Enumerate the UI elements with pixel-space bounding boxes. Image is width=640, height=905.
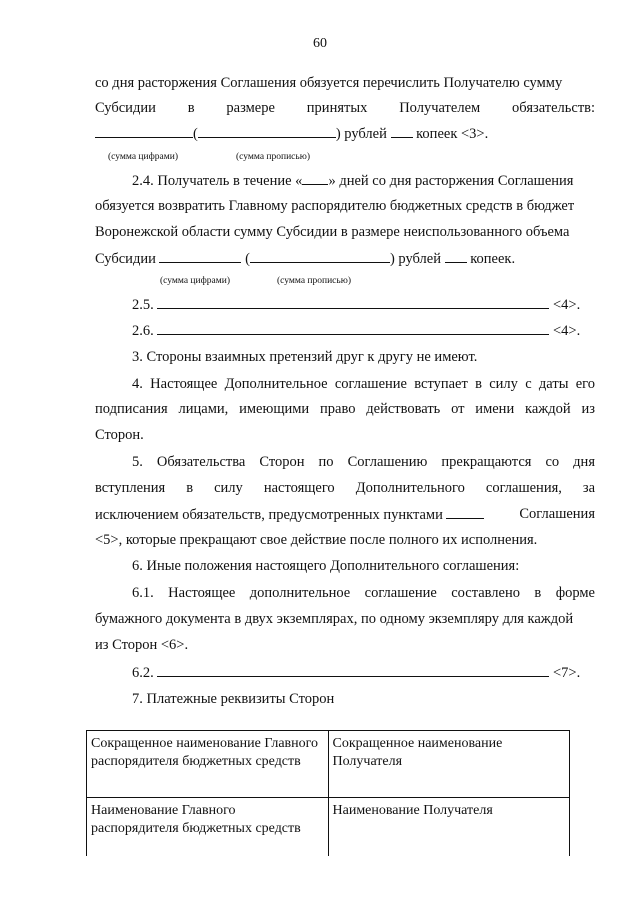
p1-line-3: ( ) рублей копеек <3>. xyxy=(95,125,595,143)
clause-2-6: 2.6. <4>. xyxy=(132,323,581,339)
kopecks-blank xyxy=(445,250,467,263)
p1-line-2 xyxy=(95,100,595,117)
word: в xyxy=(186,480,194,496)
clause-3: 3. Стороны взаимных претензий друг к другу не имеют. xyxy=(132,349,478,365)
table-cell-recipient-short-name: Сокращенное наименование Получателя xyxy=(328,731,570,798)
amount-words-blank xyxy=(198,125,336,138)
word: силу xyxy=(214,480,243,496)
clause-4-line-1: 4. Настоящее Дополнительное соглашение вступает в силу с даты его xyxy=(132,376,595,392)
clause-6-2-blank xyxy=(157,664,549,677)
p1-line-1: со дня расторжения Соглашения обязуется перечислить Получателю сумму xyxy=(95,75,563,91)
note-sum-digits: (сумма цифрами) xyxy=(108,152,178,162)
table-row xyxy=(87,798,570,857)
word: настоящего xyxy=(263,480,335,496)
clause-points-blank xyxy=(446,506,484,519)
clause-6-1-line-1: 6.1. Настоящее дополнительное соглашение составлено в форме xyxy=(132,585,595,601)
clause-2-6-blank xyxy=(157,322,549,335)
clause-6-1-line-3: из Сторон <6>. xyxy=(95,637,189,653)
table-cell-main-manager-short-name: Сокращенное наименование Главного распорядителя бюджетных средств xyxy=(87,731,329,798)
note-sum-words: (сумма прописью) xyxy=(277,276,351,286)
table-cell-main-manager-name: Наименование Главного распорядителя бюджетных средств xyxy=(87,798,329,857)
clause-6: 6. Иные положения настоящего Дополнительного соглашения: xyxy=(132,558,520,574)
word: обязательств: xyxy=(512,100,596,116)
days-blank xyxy=(302,172,328,185)
clause-5-line-4: <5>, которые прекращают свое действие после полного их исполнения. xyxy=(95,532,538,548)
clause-6-1-line-2: бумажного документа в двух экземплярах, по одному экземпляру для каждой xyxy=(95,611,574,627)
table-cell-recipient-name: Наименование Получателя xyxy=(328,798,570,857)
p24-line-1: 2.4. Получатель в течение « » дней со дня расторжения Соглашения xyxy=(132,173,574,189)
amount-words-blank xyxy=(250,250,390,263)
word: в xyxy=(187,100,195,116)
p24-line-3: Воронежской области сумму Субсидии в размере неиспользованного объема xyxy=(95,224,570,240)
word: принятых xyxy=(306,100,368,116)
clause-7: 7. Платежные реквизиты Сторон xyxy=(132,691,335,707)
word: вступления xyxy=(95,480,166,496)
clause-6-2: 6.2. <7>. xyxy=(132,665,581,681)
amount-digits-blank xyxy=(159,250,241,263)
word: Субсидии xyxy=(95,100,156,116)
payment-details-table xyxy=(86,730,570,856)
word: соглашения, xyxy=(485,480,562,496)
p24-line-4: Субсидии ( ) рублей копеек. xyxy=(95,251,516,267)
clause-4-line-3: Сторон. xyxy=(95,427,144,443)
kopecks-blank xyxy=(391,125,413,138)
clause-5-line-3: исключением обязательств, предусмотренных пунктами Соглашения xyxy=(95,506,595,523)
word: Дополнительного xyxy=(355,480,465,496)
note-sum-words: (сумма прописью) xyxy=(236,152,310,162)
clause-5-line-2 xyxy=(95,480,595,497)
clause-2-5: 2.5. <4>. xyxy=(132,297,581,313)
word: Получателем xyxy=(399,100,481,116)
clause-2-5-blank xyxy=(157,296,549,309)
table-row xyxy=(87,731,570,798)
word: за xyxy=(582,480,596,496)
word: размере xyxy=(226,100,275,116)
note-sum-digits: (сумма цифрами) xyxy=(160,276,230,286)
p24-line-2: обязуется возвратить Главному распорядителю бюджетных средств в бюджет xyxy=(95,198,575,214)
amount-digits-blank xyxy=(95,125,193,138)
page-number: 60 xyxy=(313,36,327,51)
clause-5-line-1: 5. Обязательства Сторон по Соглашению прекращаются со дня xyxy=(132,454,595,470)
clause-4-line-2: подписания лицами, имеющими право действовать от имени каждой из xyxy=(95,401,595,417)
